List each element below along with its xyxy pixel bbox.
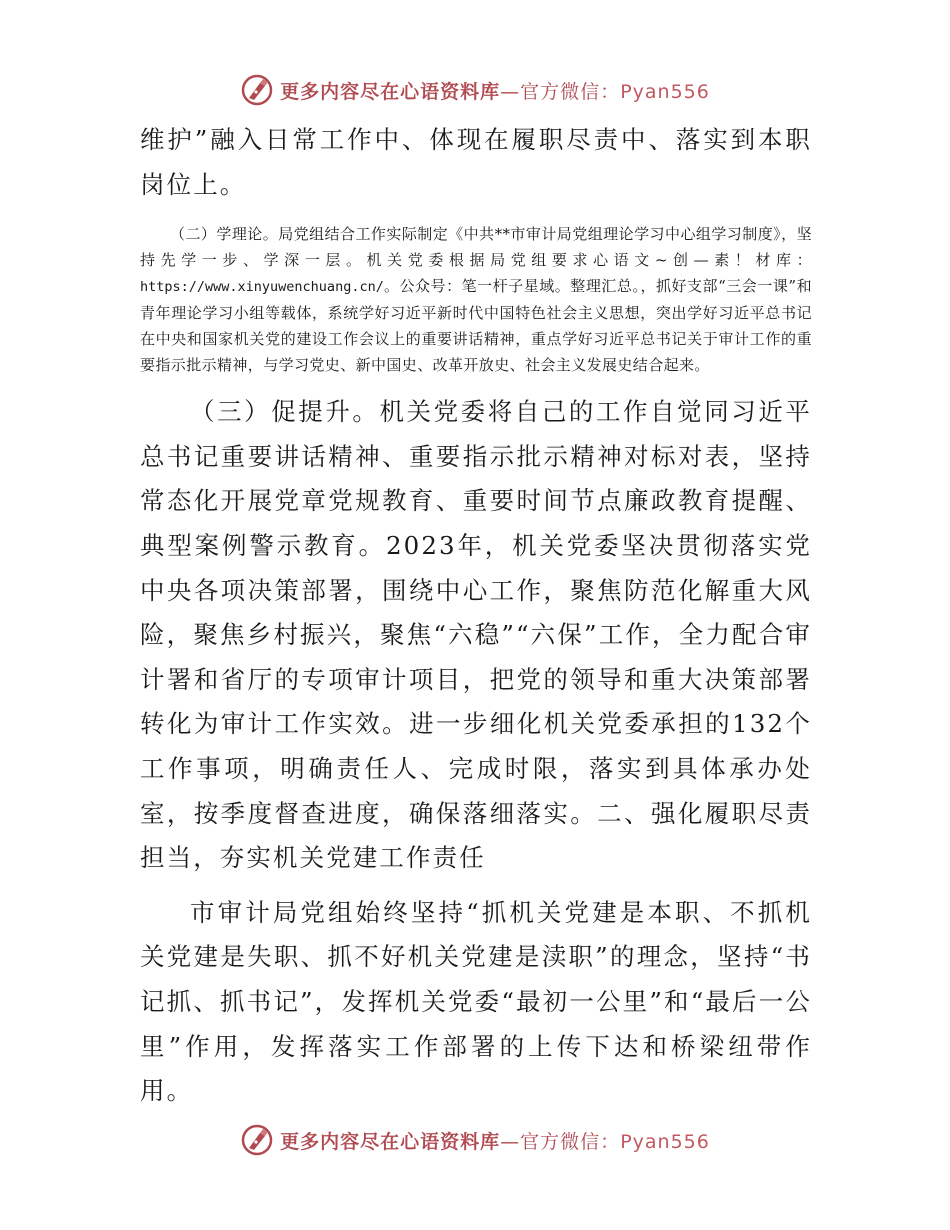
banner-suffix: 官方微信： [520, 1130, 621, 1153]
theory-url: https://www.xinyuwenchuang.cn/ [140, 279, 384, 296]
banner-wechat-id: Pyan556 [620, 1130, 710, 1153]
pen-nib-icon [240, 1123, 274, 1157]
header-banner [0, 70, 950, 110]
banner-separator: — [500, 1130, 521, 1153]
document-body [140, 118, 812, 1114]
banner-separator: — [500, 80, 521, 103]
banner-suffix: 官方微信： [520, 80, 621, 103]
banner-prefix: 更多内容尽在心语资料库 [280, 80, 501, 103]
paragraph-bureau: 市审计局党组始终坚持“抓机关党建是本职、不抓机关党建是失职、抓不好机关党建是渎职”的理念，坚持“书记抓、抓书记”，发挥机关党委“最初一公里”和“最后一公里”作用，发挥落实工作部署的上传下达和桥梁纽带作用。 [140, 897, 812, 1106]
banner-prefix: 更多内容尽在心语资料库 [280, 1130, 501, 1153]
paragraph-promote: （三）促提升。机关党委将自己的工作自觉同习近平总书记重要讲话精神、重要指示批示精神对标对表，坚持常态化开展党章党规教育、重要时间节点廉政教育提醒、典型案例警示教育。2023年，机关党委坚决贯彻落实党中央各项决策部署，围绕中心工作，聚焦防范化解重大风险，聚焦乡村振兴，聚焦“六稳”“六保”工作，全力配合审计署和省厅的专项审计项目，把党的领导和重大决策部署转化为审计工作实效。进一步细化机关党委承担的132个工作事项，明确责任人、完成时限，落实到具体承办处室，按季度督查进度，确保落细落实。二、强化履职尽责担当，夯实机关党建工作责任 [140, 397, 812, 873]
paragraph-theory [140, 221, 812, 378]
theory-text-after: 。公众号：笔一杆子星域。整理汇总。，抓好支部“三会一课”和青年理论学习小组等载体，系统学好习近平新时代中国特色社会主义思想，突出学好习近平总书记在中央和国家机关党的建设工作会议上的重要讲话精神，重点学好习近平总书记关于审计工作的重要指示批示精神，与学习党史、新中国史、改革开放史、社会主义发展史结合起来。 [140, 277, 812, 375]
banner-wechat-id: Pyan556 [620, 80, 710, 103]
banner-text [280, 1127, 710, 1154]
footer-banner [0, 1120, 950, 1160]
theory-text-before: （二）学理论。局党组结合工作实际制定《中共**市审计局党组理论学习中心组学习制度》，坚持先学一步、学深一层。机关党委根据局党组要求心语文~创—素！材库： [140, 225, 812, 270]
pen-nib-icon [240, 73, 274, 107]
paragraph-continuation: 维护”融入日常工作中、体现在履职尽责中、落实到本职岗位上。 [140, 125, 812, 199]
banner-text [280, 77, 710, 104]
